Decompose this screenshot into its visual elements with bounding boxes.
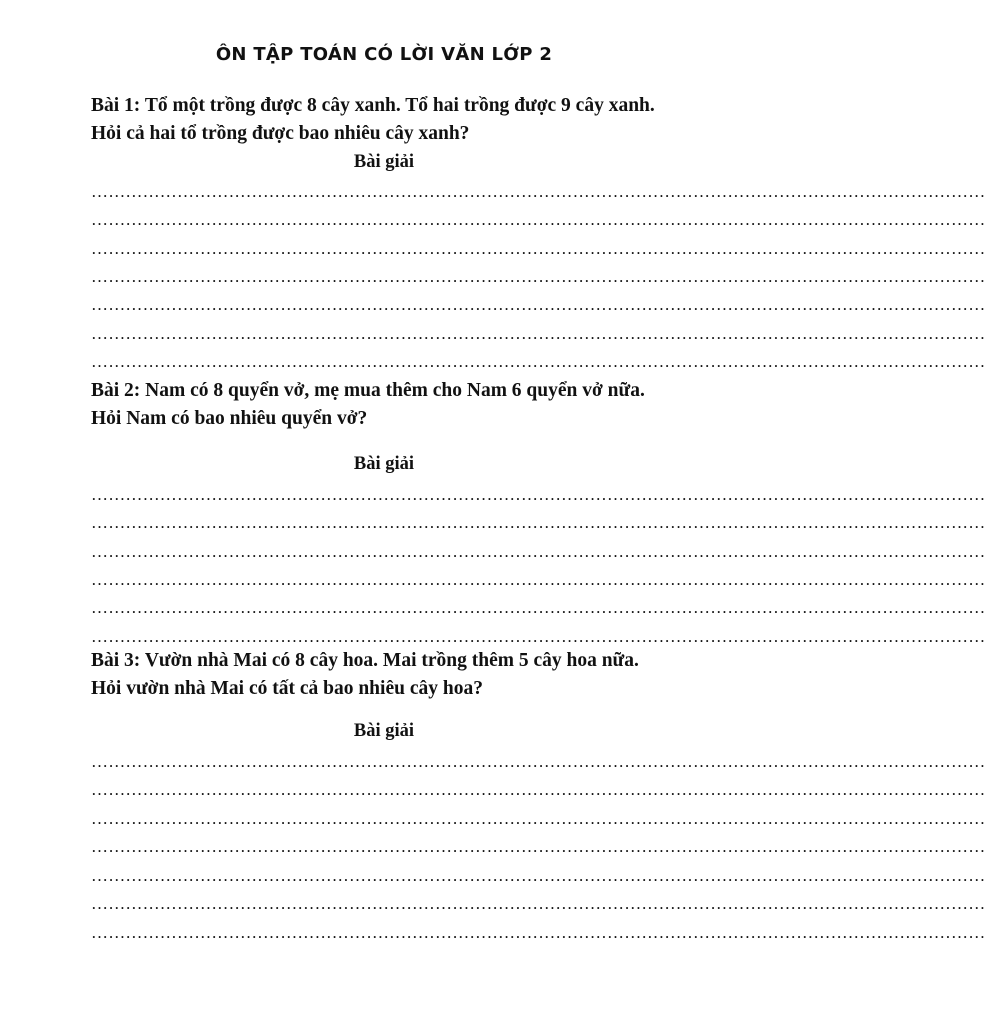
answer-line: ………………………………………………………………………………………………………………………………………… xyxy=(91,837,985,856)
problem-3-line-2: Hỏi vườn nhà Mai có tất cả bao nhiêu cây hoa? xyxy=(91,678,483,699)
problem-3-line-1: Bài 3: Vườn nhà Mai có 8 cây hoa. Mai trồng thêm 5 cây hoa nữa. xyxy=(91,650,639,671)
problem-2-line-2: Hỏi Nam có bao nhiêu quyển vở? xyxy=(91,408,368,429)
answer-line: ………………………………………………………………………………………………………………………………………… xyxy=(91,295,985,314)
answer-line: ………………………………………………………………………………………………………………………………………… xyxy=(91,513,985,532)
problem-1 xyxy=(91,92,691,148)
problem-3 xyxy=(91,647,691,703)
answer-line: ………………………………………………………………………………………………………………………………………… xyxy=(91,182,985,201)
problem-1-solution-heading: Bài giải xyxy=(353,152,415,172)
answer-line: ………………………………………………………………………………………………………………………………………… xyxy=(91,324,985,343)
answer-line: ………………………………………………………………………………………………………………………………………… xyxy=(91,752,985,771)
answer-line: ………………………………………………………………………………………………………………………………………… xyxy=(91,570,985,589)
answer-line: ………………………………………………………………………………………………………………………………………… xyxy=(91,485,985,504)
answer-line: ………………………………………………………………………………………………………………………………………… xyxy=(91,267,985,286)
answer-line: ………………………………………………………………………………………………………………………………………… xyxy=(91,598,985,617)
problem-1-line-1: Bài 1: Tổ một trồng được 8 cây xanh. Tổ hai trồng được 9 cây xanh. xyxy=(91,95,655,116)
answer-line: ………………………………………………………………………………………………………………………………………… xyxy=(91,780,985,799)
answer-line: ………………………………………………………………………………………………………………………………………… xyxy=(91,627,985,646)
answer-line: ………………………………………………………………………………………………………………………………………… xyxy=(91,866,985,885)
problem-3-solution-heading: Bài giải xyxy=(353,721,415,741)
answer-line: ………………………………………………………………………………………………………………………………………… xyxy=(91,239,985,258)
problem-2 xyxy=(91,377,691,433)
answer-line: ………………………………………………………………………………………………………………………………………… xyxy=(91,894,985,913)
answer-line: ………………………………………………………………………………………………………………………………………… xyxy=(91,210,985,229)
problem-1-line-2: Hỏi cả hai tổ trồng được bao nhiêu cây xanh? xyxy=(91,123,470,144)
answer-line: ………………………………………………………………………………………………………………………………………… xyxy=(91,923,985,942)
problem-2-solution-heading: Bài giải xyxy=(353,454,415,474)
problem-2-line-1: Bài 2: Nam có 8 quyển vở, mẹ mua thêm cho Nam 6 quyển vở nữa. xyxy=(91,380,645,401)
answer-line: ………………………………………………………………………………………………………………………………………… xyxy=(91,352,985,371)
answer-line: ………………………………………………………………………………………………………………………………………… xyxy=(91,809,985,828)
worksheet-title: ÔN TẬP TOÁN CÓ LỜI VĂN LỚP 2 xyxy=(215,44,553,65)
answer-line: ………………………………………………………………………………………………………………………………………… xyxy=(91,542,985,561)
